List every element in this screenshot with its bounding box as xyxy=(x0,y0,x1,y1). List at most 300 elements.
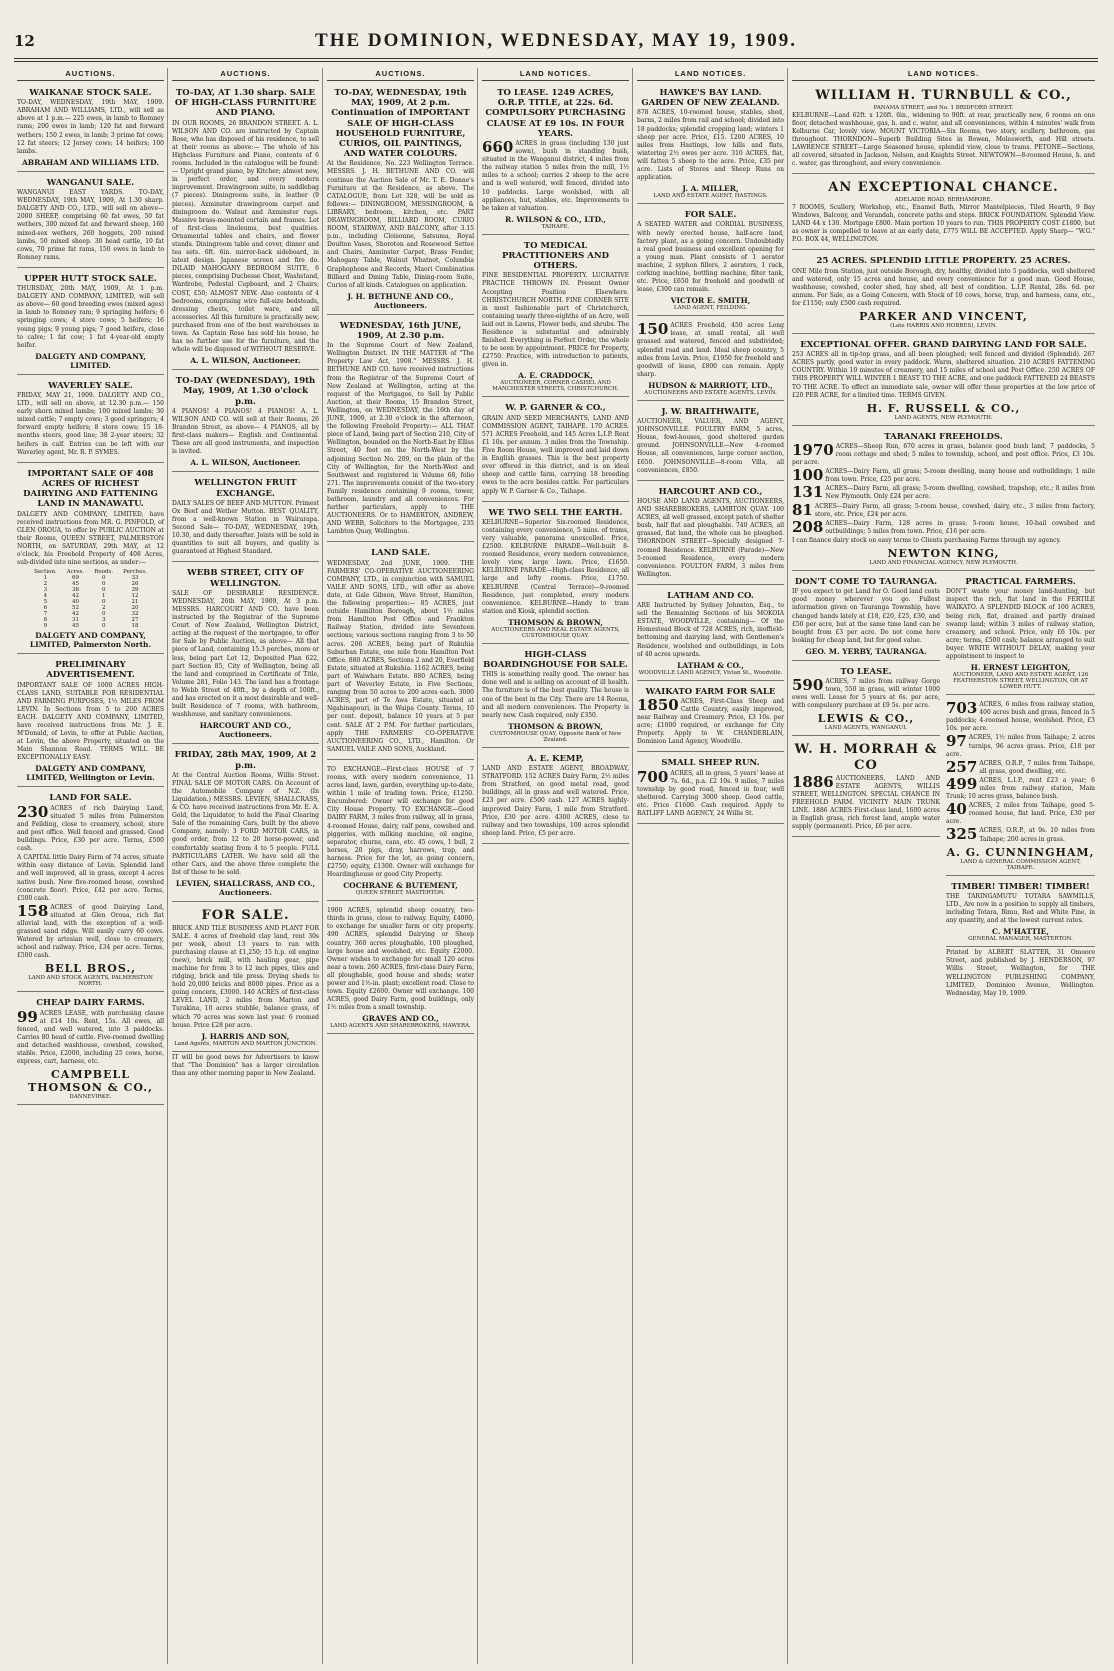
column-heading: AUCTIONS. xyxy=(17,68,164,81)
ad-heading: TO-DAY, WEDNESDAY, 19th MAY, 1909, At 2 p.m. Continuation of IMPORTANT SALE OF HIGH-CLASS HOUSEHOLD FURNITURE, CURIOS, OIL PAINTINGS, AND WATER COLOURS. xyxy=(331,88,470,160)
table-cell: 9 xyxy=(43,623,48,630)
table-cell: 2 xyxy=(43,581,48,588)
ad-body xyxy=(637,695,784,747)
ad-heading: WE TWO SELL THE EARTH. xyxy=(488,507,623,518)
ad-heading: WEBB STREET, CITY OF WELLINGTON. xyxy=(187,568,304,589)
ad-text: DAILY SALES OF BEEF AND MUTTON. Primest Ox Beef and Wether Mutton. BEST QUALITY, from a well-known Station in Wairarapa. Second Sale— TO-DAY, WEDNESDAY, 19th, 10.30, and daily thereafter. Joints will be sold in quantities to suit all buyers, and quality is guaranteed at Highest Standard. xyxy=(172,499,319,556)
table-cell: 18 xyxy=(131,623,139,630)
ad-heading: LAND FOR SALE. xyxy=(49,793,132,804)
masthead-rule xyxy=(14,58,1098,59)
listing-text: ACRES of rich Dairying Land, situated 5 miles from Palmerston and Feilding, close to creamery, school, store and post office. Well fenced and grassed. Good buildings. Price, £30 per acre. Terms, £500 cash. xyxy=(17,804,164,853)
listing-text: ACRES—Dairy Farm, all grass; 5-room dwelling, many house and outbuildings; 1 mile from town. Price, £25 per acre. xyxy=(825,468,1095,484)
ad-heading: TIMBER! TIMBER! TIMBER! xyxy=(951,881,1090,892)
ad-text: ACRES Freehold, 450 acres Long lease, at small rental, all well grassed and watered, fenced and subdivided; splendid road and land. Ideal sheep country, 5 miles from Levin. Price, £1950 for freehold and goodwill of lease, £800 can remain. Apply sharp. xyxy=(637,322,784,378)
ad-signature: COCHRANE & BUTEMENT, xyxy=(343,881,458,891)
ad-body xyxy=(637,767,784,819)
auction-ad xyxy=(327,544,474,759)
auction-ad xyxy=(172,746,319,902)
col6-left xyxy=(792,573,940,999)
ad-signature: PARKER AND VINCENT, xyxy=(859,309,1028,323)
ad-heading: W. H. MORRAH & CO xyxy=(794,742,938,774)
ad-heading: WEDNESDAY, 16th JUNE, 1909, At 2.30 p.m. xyxy=(339,320,462,341)
table-cell: 1 xyxy=(101,593,106,600)
ad-text: FRIDAY, MAY 21, 1909. DALGETY AND CO., LTD., will sell on above, at 12.30 p.m.— 150 early shorn mixed lambs; 100 mixed lambs; 30 mixed cattle; 7 empty cows; 3 good springers; 4 forward empty heifers; 8 store cows; 15 18-months steers, good line; 38 2-year steers; 32 heifers in calf. Entries can be left with our Waverley agent, Mr. R. P. SYMES. xyxy=(17,392,164,456)
table-cell: 8 xyxy=(43,617,48,624)
ad-text: At the Central Auction Rooms, Willis Street. FINAL SALE OF MOTOR CARS. On Account of the Automobile Company of N.Z. (In Liquidation.) MESSRS. LEVIEN, SHALLCRASS, & CO. have received instructions from Mr. E. A. Gold, the Liquidator, to hold the Final Clearing Sale of the remaining Cars, built by the above Company, namely: 3 FORD MOTOR CARS, in good order, from 12 to 20 horse-power, and comfortably seating from 4 to 5 people. FULL PARTICULARS LATER. We have sold all the other Cars, and the above three complete the list of those to be sold. xyxy=(172,771,319,876)
listing-item xyxy=(946,734,1095,758)
ad-heading: WAIKANAE STOCK SALE. xyxy=(29,88,152,98)
auction-ad xyxy=(172,474,319,562)
col2-ads xyxy=(172,84,319,902)
ad-text: LAND AND ESTATE AGENT, BROADWAY, STRATFORD. 152 ACRES Dairy Farm, 2½ miles from Stratford, on good metal road, good buildings, all in grass and well watered. Price, £23 per acre. £500 cash. 127 ACRES highly-improved Dairy Farm, 1 mile from Stratford. Price, £30 per acre. 4300 ACRES, close to railway and two townships, 100 acres splendid sheep land. Price, £5 per acre. xyxy=(482,765,629,837)
auction-ad xyxy=(637,754,784,824)
acreage-lead: 208 xyxy=(792,517,824,536)
tauranga-ad xyxy=(792,573,940,661)
auction-ad xyxy=(172,564,319,744)
ad-text: DON'T waste your money land-hunting, but inspect the rich, flat land in the FERTILE WAIKATO. A SPLENDID BLOCK of 100 ACRES, being rich, flat, drained and partly drained swamp land; within 3 miles of railway station, creamery, and school. Price, only £6 10s. per acre; terms, £500 cash; balance arranged to suit buyer. WRITE WITHOUT DELAY, making your appointment to inspect to xyxy=(946,588,1095,660)
ad-signature: A. L. WILSON, Auctioneer. xyxy=(190,458,301,468)
ad-text: THE TARINGAMUTU TOTARA SAWMILLS, LTD., Are now in a position to supply all timbers, including Totara, Rimu, Red and White Pine, in any quantity, and at the lowest current rates. xyxy=(946,892,1095,925)
ad-heading: CHEAP DAIRY FARMS. xyxy=(36,998,145,1009)
auction-ad xyxy=(637,318,784,401)
cheap-dairy-ad xyxy=(17,994,164,1105)
lease-ad xyxy=(792,663,940,737)
ad-heading: PRACTICAL FARMERS. xyxy=(965,577,1076,588)
ad-heading: UPPER HUTT STOCK SALE. xyxy=(24,273,157,284)
acreage-lead: 700 xyxy=(637,767,669,786)
acreage-lead: 1970 xyxy=(792,440,834,459)
table-cell: 5 xyxy=(43,599,48,606)
table-cell: 3 xyxy=(43,587,48,594)
auction-ad xyxy=(637,683,784,753)
ad-signature: R. WILSON & CO., LTD., xyxy=(504,214,607,224)
listing-item xyxy=(17,901,164,961)
column-3 xyxy=(324,68,478,1664)
listing-item xyxy=(792,500,1095,519)
ad-signature: H. F. RUSSELL & CO., xyxy=(866,401,1021,415)
auction-ad xyxy=(482,399,629,501)
morrah-ad xyxy=(792,738,940,837)
ad-signature: DALGETY AND COMPANY, LIMITED. xyxy=(35,351,146,370)
table-cell: Perches. xyxy=(123,569,147,576)
ad-signature: A. L. WILSON, Auctioneer. xyxy=(190,356,301,366)
ad-heading: TO-DAY (WEDNESDAY), 19th May, 1909, At 1.30 o'clock p.m. xyxy=(175,376,316,407)
split-columns xyxy=(792,573,1095,999)
acreage-lead: 97 xyxy=(946,732,967,751)
ad-signature: CAMPBELL THOMSON & CO., xyxy=(28,1068,153,1095)
russell-ad xyxy=(792,336,1095,426)
section-table xyxy=(29,569,152,629)
ad-signature: LEWIS & CO., xyxy=(817,712,915,726)
ad-subline: AUCTIONEERS AND ESTATE AGENTS, LEVIN. xyxy=(644,389,777,396)
ad-heading: EXCEPTIONAL OFFER. GRAND DAIRYING LAND FOR SALE. xyxy=(800,339,1087,350)
ad-subline: LAND AND ESTATE AGENT, HASTINGS. xyxy=(653,193,768,200)
ad-subline: LAND AGENTS, WANGANUI. xyxy=(824,725,908,732)
ad-heading: 25 ACRES. SPLENDID LITTLE PROPERTY. 25 ACRES. xyxy=(816,256,1071,267)
ad-text: 253 ACRES all in tip-top grass, and all been ploughed; well fenced and divided (Splendid). 267 ACRES partly, good water in every paddock. Warm, sheltered situation. 210 ACRES FATTENING COUNTRY. Within 10 minutes of creamery, and 15 miles of school and Post Office. 250 ACRES OF THIS PROPERTY WILL WINTER 1 BEAST TO THE ACRE, and one paddock FATTENED 24 BEASTS TO THE ACRE. To effect an immediate sale, owner will offer these properties at the low price of £20 PER ACRE, for a limited time. TERMS GIVEN. xyxy=(792,351,1095,399)
listing-item xyxy=(946,774,1095,801)
auction-ad xyxy=(17,377,164,463)
table-cell: 40 xyxy=(72,599,79,606)
ad-text: ONE Mile from Station, just outside Borough, dry, healthy, divided into 5 paddocks, well sheltered and watered, only 15 acres and house, and every convenience for a good man. Good House, washhouse, cowshed, cooler shed, hay shed, all best of condition. L.I.P. Rental, 28s. 6d. per annum. For Sale, as a Going Concern, with Stock of 10 cows, horse, trap, and harness, cans, etc., for £1150; only £500 cash required. xyxy=(792,267,1095,307)
acreage-lead: 1850 xyxy=(637,695,679,714)
page-number: 12 xyxy=(14,32,35,50)
acreage-lead: 1886 xyxy=(792,772,834,791)
ad-signature: LEVIEN, SHALLCRASS, AND CO., Auctioneers. xyxy=(175,878,316,897)
ad-text: TO EXCHANGE—First-class HOUSE of 7 rooms, with every modern convenience, 11 acres land, lawn, garden, everything up-to-date, within 1 mile of trading town. Price, £1250. Encumbered: Owner will exchange for good City House Property. TO EXCHANGE—Good DAIRY FARM, 3 miles from railway, all in grass, 4-roomed House, dairy, calf pens, cowshed and piggeries, with milking machine, oil engine, separator, churns, cans, etc. 45 cows, 1 bull, 2 horses, 20 pigs, dray, harrows, trap, and harness. Price for the lot, as going concern, £2750; equity, £1300. Owner will exchange for Hoardinghouse or good City Property. xyxy=(327,765,474,879)
ad-subline: LAND AGENTS AND SHAREBROKERS, HAWERA. xyxy=(330,1023,471,1030)
ad-heading: HARCOURT AND CO., xyxy=(658,486,763,497)
ad-subline: DANNEVIRKE. xyxy=(69,1094,112,1101)
listing-text: A CAPITAL little Dairy Farm of 74 acres, situate within easy distance of Levin. Splendid land and well improved, all in grass, except 4 acres native bush. New five-roomed house, cowshed (concrete floor). Price, £42 per acre. Terms, £500 cash. xyxy=(17,854,164,902)
listing-item xyxy=(17,854,164,903)
table-cell: 0 xyxy=(101,587,106,594)
ad-text: AUCTIONEER, VALUER, AND AGENT, JOHNSONVILLE. POULTRY FARM, 5 acres, House, fowl-houses, good sheltered garden ground. JOHNSONVILLE—New 4-roomed House, all conveniences, large corner section, £650. JOHNSONVILLE—8-room Villa, all conveniences, £850. xyxy=(637,418,784,474)
ad-heading: AN EXCEPTIONAL CHANCE. xyxy=(828,180,1059,196)
ad-text: IF you expect to get Land for O. Good land costs good money wherever you go. Fullest information given on Tauranga Township, have changed hands lately at £18, £20, £25, £30, and £50 per acre, but at the same time land can be bought from £3 per acre. Do not come here looking for cheap land, but for good value. xyxy=(792,588,940,644)
listing-item xyxy=(792,468,1095,484)
ad-subline: TAIHAPE. xyxy=(541,223,570,230)
auction-ad xyxy=(637,587,784,681)
listing-item xyxy=(946,701,1095,733)
ad-text: ACRES in grass (including 130 just sown), bush in standing bush, situated in the Wanganui district, 4 miles from the railway station 5 miles from the mill, 1½ miles to a school; carries 2 sheep to the acre and is well watered, well fenced, divided into 10 paddocks. Large woolshed, with all appliances, hut, stables, etc. Improvements to be taken at valuation. xyxy=(482,139,629,212)
ad-subline: QUEEN STREET, MASTERTON. xyxy=(355,890,446,897)
auction-ad xyxy=(17,270,164,375)
timber-ad xyxy=(946,878,1095,948)
column-heading: AUCTIONS. xyxy=(172,68,319,81)
ad-signature: H. ERNEST LEIGHTON, xyxy=(970,663,1071,673)
ad-text: AUCTIONEERS, LAND AND ESTATE AGENTS, WILLIS STREET, WELLINGTON. SPECIAL CHANCE IN FREEHOLD FARM. VICINITY MAIN TRUNK LINE. 1886 ACRES First-class land, 1600 acres in English grass, rich forest land, ample water supply (permanent). Price, £6 per acre. xyxy=(792,774,940,831)
ad-heading: HAWKE'S BAY LAND. GARDEN OF NEW ZEALAND. xyxy=(641,88,780,109)
ad-text: HOUSE AND LAND AGENTS, AUCTIONEERS, AND SHAREBROKERS, LAMBTON QUAY. 100 ACRES, all well grassed, except patch of shelter bush, half flat and ploughable. 740 ACRES, all grassed, flat land, the whole can be ploughed. THORNDON STREET—Specially designed 7-roomed Residence. KELBURNE (Parade)—New 5-roomed Residence, every modern convenience. FOULTON FARM, 3 miles from Wellington. xyxy=(637,497,784,578)
acreage-lead: 230 xyxy=(17,802,49,821)
ad-heading: LATHAM AND CO. xyxy=(667,590,754,601)
auction-ad xyxy=(327,903,474,1034)
listing-text: ACRES—Dairy Farm, all grass; 5-room house, cowshed, dairy, etc., 3 miles from factory, store, etc. Price, £24 per acre. xyxy=(814,502,1095,518)
parker-vincent-ad xyxy=(792,252,1095,334)
ad-text: ACRES, First-Class Sheep and Cattle Country, easily improved, near Railway and Creamery. Price, £3 10s. per acre; £1000 required, or exchange for City Property. Apply to W. CHANDERLAIN, Dominion Land Agency, Woodville. xyxy=(637,697,784,746)
ad-signature: BELL BROS., xyxy=(44,962,137,976)
auction-ad xyxy=(482,237,629,398)
ad-heading: TO MEDICAL PRACTITIONERS AND OTHERS. xyxy=(502,240,609,272)
ad-text: TO-DAY, WEDNESDAY, 19th MAY, 1909. ABRAHAM AND WILLIAMS, LTD., will sell as above at 1 p.m.— 225 ewes, in lamb to Romney rams; 200 ewes in lamb; 120 fat and forward wethers; 150 2 ewes, in lamb; 3 prime fat cows; 12 fat steers; 12 Jersey cows; 14 heifers; 100 lambs. xyxy=(17,99,164,155)
ad-heading: W. P. GARNER & CO., xyxy=(505,403,606,414)
land-listings xyxy=(17,802,164,961)
auction-ad xyxy=(482,504,629,644)
ad-signature: LATHAM & CO., xyxy=(677,660,744,670)
ad-text: WEDNESDAY, 2nd JUNE, 1909. THE FARMERS' CO-OPERATIVE AUCTIONEERING COMPANY, LTD., in conjunction with SAMUEL VAILE AND SONS, LTD., will offer as above date, at Gale Gibson, Wave Street, Hamilton, the following properties:— 85 ACRES, just outside Hamilton Borough, about 1½ miles from Hamilton Post Office and Frankton Railway Station, divided into Seventeen sections; various sections ranging from 3 to 50 acres. 206 ACRES, being part of Rukuhia Suburban Estate, one mile from Hamilton Post Office. 880 ACRES, Sections 2 and 20, Everfield Estate, situated at Rukuhia. 1162 ACRES, being part of Waiwhare Estate. 880 ACRES, being part of Waverley Estate, in Five Sections, ranging from 50 acres to 200 acres each. 3000 ACRES, part of Te Awa Estate, situated at Ngahinapouri, in the Waipa County. Terms, 10 per cent. deposit, balance 10 years at 5 per cent. SALE AT 2 P.M. For further particulars, apply THE FARMERS' CO-OPERATIVE AUCTIONEERING CO., LTD., Hamilton. Or SAMUEL VAILE AND SONS, Auckland. xyxy=(327,559,474,753)
table-cell: 0 xyxy=(101,599,106,606)
auction-ad xyxy=(637,84,784,204)
circulation-notice: IT will be good news for Advertisers to know that "The Dominion" has a larger circulation than any other morning paper in New Zealand. xyxy=(172,1053,319,1077)
ad-signature: HARCOURT AND CO., Auctioneers. xyxy=(199,721,292,740)
ad-subline: CUSTOMHOUSE QUAY, Opposite Bank of New Zealand. xyxy=(489,730,622,743)
ad-subline: LAND AGENTS, NEW PLYMOUTH. xyxy=(894,414,993,421)
ad-subline: Land Agents, MARTON AND MARTON JUNCTION. xyxy=(174,1040,317,1047)
listing-text: ACRES, O.R.P., at 9s. 10 miles from Taihape; 200 acres in grass. xyxy=(979,827,1095,843)
acreage-lead: 81 xyxy=(792,500,813,519)
ad-body xyxy=(637,322,784,379)
table-cell: 42 xyxy=(72,593,79,600)
ad-text: 7 ROOMS, Scullery, Workshop, etc., Enamel Bath, Mirror Mantelpieces, Tiled Hearth, 9 Bay Windows, Balcony, and Verandah, concrete paths and steps. BRICK FOUNDATION. Splendid View. LAND 44 x 130. Mortgage £800. Main portion 10 years to run. THIS PROPERTY COST £1800, but as owner is compelled to leave at an early date, £775 WILL BE ACCEPTED. Apply Sharp— "W.G." P.O. BOX 44, WELLINGTON. xyxy=(792,203,1095,244)
listing-text: ACRES, O.R.P., 7 miles from Taihape, all grass, good dwelling, etc. xyxy=(979,759,1095,775)
listing-text: ACRES—Dairy Farm, all grass; 5-room dwelling, cowshed, trapshop, etc.; 8 miles from New Plymouth. Only £24 per acre. xyxy=(825,485,1095,501)
cunningham-ad xyxy=(946,697,1095,876)
ad-subline: WOODVILLE LAND AGENCY, Vivian St., Woodville. xyxy=(638,669,783,676)
column-heading: AUCTIONS. xyxy=(327,68,474,81)
table-cell: 21 xyxy=(131,599,139,606)
ad-signature: THOMSON & BROWN, xyxy=(508,617,603,627)
auction-ad xyxy=(637,206,784,316)
acreage-lead: 660 xyxy=(482,137,514,156)
ad-text: In the Supreme Court of New Zealand, Wellington District. IN THE MATTER of "The Property Law Act, 1908." MESSRS. J. H. BETHUNE AND CO. have received instructions from the Registrar of the Supreme Court of New Zealand at Wellington, acting at the request of the Mortgagee, to Sell by Public Auction, at their Rooms, 15 Brandon Street, Wellington, on WEDNESDAY, the 16th day of JUNE, 1909, at 2.30 o'clock in the afternoon, the following Freehold Property:— ALL THAT piece of Land, being part of Section 210, City of Wellington, bounded on the North-East by Elliss Street, 40 feet on the North-West by the adjoining Section No. 209, on the plain of the City of Wellington, for the North-West and Southwest and registered in Volume 68, folio 271. The improvements consist of the two-story Family residence containing 9 rooms, tower, bathroom, laundry and all conveniences. For further particulars, apply to THE AUCTIONEERS. Or to HAMERTON, ANDREW, AND WEBB, Solicitors to the Mortgagee, 235 Lambton Quay, Wellington. xyxy=(327,342,474,536)
listing-item xyxy=(792,440,1095,467)
printer-imprint: Printed by ALBERT SLATTER, 31 Omoore Street, and published by J. HENDERSON, 97 Willis Street, Wellington, for THE WELLINGTON PUBLISHING COMPANY, LIMITED, Dominion Avenue, Wellington. Wednesday, May 19, 1909. xyxy=(946,949,1095,997)
ad-heading: PRELIMINARY ADVERTISEMENT. xyxy=(46,660,135,681)
listing-text: ACRES, L.I.P., rent £23 a year; 6 miles from railway station, Main Trunk; 10 acres grass, balance bush. xyxy=(946,776,1095,801)
acreage-lead: 100 xyxy=(792,466,824,485)
ad-signature: C. M'HATTIE, xyxy=(992,927,1049,937)
auction-ad xyxy=(327,84,474,315)
column-heading: LAND NOTICES. xyxy=(792,68,1095,81)
taranaki-ad xyxy=(792,428,1095,571)
ad-text: ARE Instructed by Sydney Johnston, Esq., to sell the Remaining Sections of his MOKOIA ESTATE, WOODVILLE, containing— Of the Homestead Block of 728 ACRES, rich, inoffield-bottoming and dairying land, with Gentlemen's Residence, woolshed and outbuildings, in Lots of 40 acres upwards. xyxy=(637,602,784,658)
table-cell: 6 xyxy=(43,605,48,612)
turnbull-ad xyxy=(792,84,1095,174)
ad-text: GRAIN AND SEED MERCHANTS, LAND AND COMMISSION AGENT, TAIHAPE. 170 ACRES. 571 ACRES Freehold, and 145 Acres L.I.P. Rent £1 10s. per annum. 3 miles from the Township. Five Room House, well improved and laid down in English grasses. This is the best property ever offered in this district, and is an ideal sheep and cattle farm, carrying 18 breeding ewes to the acre besides cattle. For particulars apply W. P. Garner & Co., Taihape. xyxy=(482,414,629,495)
col5-ads xyxy=(637,84,784,824)
table-cell: 31 xyxy=(72,617,79,624)
acreage-lead: 590 xyxy=(792,676,824,695)
acreage-lead: 99 xyxy=(17,1007,38,1026)
ad-subline: LAND & GENERAL COMMISSION AGENT, TAIHAPE. xyxy=(960,858,1081,871)
ad-text: IN OUR ROOMS, 26 BRANDON STREET. A. L. WILSON AND CO. are instructed by Captain Rose, who has disposed of his residence, to sell at their rooms as above:— The whole of his Highclass Furniture and Piano, contents of 6 rooms. Included in the catalogue will be found:— Upright grand piano, by Kitcher; almost new, in perfect order, and every modern improvement. Drawingroom suite, in saddlebag (7 pieces). Diningroom suite, in leather (9 pieces). Axminster drawingroom carpet and diningroom do. Walnut and Axminster rugs. Massive brass-mounted curtain and frames. Lot of first-class linoleums, best qualities. Ornamental tables and chairs, and flower stands. Diningroom table and cover, dinner and tea sets. 6ft. 6in. mirror-back sideboard, in latest design. Japanese screen and fire do. INLAID MAHOGANY BEDROOM SUITE, 6 pieces, comprising Duchesse Chest, Washstand, Wardrobe, Pedestal Cupboard, and 2 Chairs; COST, £50; ALMOST NEW. Also contents of 4 bedrooms, comprising wire full-size bedsteads, dressing chests, toilet ware, and all accessories. All this furniture is practically new, purchased from one of the best warehouses in town. As Captain Rose has sold his house, he has no further use for the furniture, and the whole will be disposed of WITHOUT RESERVE. xyxy=(172,119,319,354)
table-cell: 12 xyxy=(131,593,139,600)
col6-right xyxy=(946,573,1095,999)
table-cell: 42 xyxy=(72,611,79,618)
ad-heading: IMPORTANT SALE OF 408 ACRES OF RICHEST DAIRYING AND FATTENING LAND IN MANAWATU. xyxy=(23,468,158,510)
practical-farmers-ad xyxy=(946,573,1095,695)
ad-text: DALGETY AND COMPANY, LIMITED, have received instructions from MR. G. PINFOLD, of GLEN OROUA, to offer by PUBLIC AUCTION at their Rooms, QUEEN STREET, PALMERSTON NORTH, on SATURDAY, 29th MAY, at 12 o'clock, his Freehold Property of 408 Acres, sub-divided into nine sections, as under:— xyxy=(17,510,164,567)
table-cell: 20 xyxy=(131,605,139,612)
listing-item xyxy=(17,802,164,854)
ad-signature: J. A. MILLER, xyxy=(682,184,739,194)
listing-text: ACRES, 6 miles from railway station, 400 acres bush and grass, fenced in 5 paddocks; 4-roomed house, woolshed. Price, £3 10s. per acre. xyxy=(946,701,1095,733)
cunningham-listings xyxy=(946,701,1095,844)
ad-signature: ABRAHAM AND WILLIAMS LTD. xyxy=(21,157,160,167)
table-cell: 3 xyxy=(101,617,106,624)
ad-text: ACRES, 7 miles from railway Gorge town, 550 in grass, will winter 1000 ewes well. Lease for 5 years at 6s. per acre, with compulsory purchase at £9 5s. per acre. xyxy=(792,678,940,710)
taranaki-listings xyxy=(792,440,1095,536)
masthead-rule-2 xyxy=(14,61,1098,62)
auction-ad xyxy=(172,372,319,472)
ad-subline: PANAMA STREET, and No. 1 BRIDFORD STREET. xyxy=(873,104,1014,111)
column-1 xyxy=(14,68,168,1664)
ad-heading: WILLIAM H. TURNBULL & CO., xyxy=(815,88,1072,103)
ad-text: 878 ACRES, 10-roomed house, stables, shed, barns, 2 miles from rail and school; divided into 18 paddocks; splendid cropping land; winters 1 sheep per acre. Price, £15. 1200 ACRES, 10 miles from Hastings, low hills and flats, wintering 2½ ewes per acre. 310 ACRES, flat, will fatten 5 sheep to the acre. Price, £35 per acre. Lists of Stores and Sheep Runs on application. xyxy=(637,109,784,182)
ad-text: FINE RESIDENTIAL PROPERTY. LUCRATIVE PRACTICE THROWN IN. Present Owner Accepting Position Elsewhere. CHRISTCHURCH NORTH. FINE CORNER SITE in most fashionable part of Christchurch, containing nearly three-eighths of an Acre, well laid out in Lawns, Flower beds, and shrubs. The Residence is substantial and admirably finished. Everything in Perfect Order, the whole to be seen by appointment. PRICE for Property, £2750. Practice, with introduction to patients, given in. xyxy=(482,272,629,369)
listing-text: ACRES of good Dairying Land, situated at Glen Oroua, rich flat alluvial land, with the exception of a well-grassed sand ridge. Will easily carry 60 cows. Watered by artesian well, close to creamery, school and railway. Price, £34 per acre. Terms, £500 cash. xyxy=(17,903,164,960)
listing-text: ACRES—Dairy Farm, 128 acres in grass; 5-room house, 10-bail cowshed and outbuildings; 5 miles from town. Price, £16 per acre. xyxy=(825,519,1095,535)
ad-signature: J. H. BETHUNE AND CO., Auctioneers. xyxy=(347,291,454,310)
listing-text: ACRES—Sheep Run, 670 acres in grass, balance good bush land, 7 paddocks, 5 room cottage and shed; 5 miles to township, school, and post office. Price, £3 10s. per acre. xyxy=(792,442,1095,467)
table-cell: 1 xyxy=(43,575,48,582)
table-row xyxy=(29,623,152,629)
auction-ad xyxy=(482,750,629,844)
table-cell: 0 xyxy=(101,623,106,630)
col4-ads xyxy=(482,84,629,844)
ad-heading: WAIKATO FARM FOR SALE xyxy=(645,686,776,697)
column-heading: LAND NOTICES. xyxy=(637,68,784,81)
column-5 xyxy=(634,68,788,1664)
for-sale-ad xyxy=(172,904,319,1052)
table-cell: 2 xyxy=(101,605,106,612)
table-cell: 0 xyxy=(101,611,106,618)
table-cell: 32 xyxy=(131,611,139,618)
ad-signature: GRAVES AND CO., xyxy=(362,1014,439,1024)
auction-ad xyxy=(17,174,164,268)
ad-text: I can finance dairy stock on easy terms to Clients purchasing Farms through my agency. xyxy=(792,536,1061,544)
auction-ad xyxy=(482,646,629,748)
acreage-lead: 131 xyxy=(792,483,824,502)
table-cell: Roods. xyxy=(94,569,114,576)
col3-ads xyxy=(327,84,474,1034)
ad-subline: AUCTIONEER, CORNER CASHEL AND MANCHESTER STREETS, CHRISTCHURCH. xyxy=(492,380,619,393)
auction-ad xyxy=(327,762,474,901)
ad-subline: LAND AND FINANCIAL AGENCY, NEW PLYMOUTH. xyxy=(869,560,1018,567)
listing-item xyxy=(946,827,1095,843)
auction-ad xyxy=(482,84,629,235)
ad-signature: GEO. M. YERBY, TAURANGA. xyxy=(805,646,927,656)
ad-subline: LAND AGENT, FEILDING. xyxy=(673,305,748,312)
acreage-lead: 703 xyxy=(946,699,978,718)
table-cell: 7 xyxy=(43,611,48,618)
listing-item xyxy=(946,757,1095,776)
ad-heading: FRIDAY, 28th MAY, 1909, At 2 p.m. xyxy=(174,750,317,771)
ad-subline: GENERAL MANAGER, MASTERTON. xyxy=(968,936,1073,943)
ad-heading: WANGANUI SALE. xyxy=(46,177,135,188)
auction-ad xyxy=(17,465,164,654)
column-6 xyxy=(789,68,1098,1664)
ad-heading: A. E. KEMP, xyxy=(527,753,584,764)
ad-text: KELBURNE—Superior Six-roomed Residence, containing every convenience, 5 mins. of trams, very valuable, panorama unexcelled. Price, £2500. KELBURNE PARADE—Well-built 8-roomed Residence, every modern convenience, lovely view, large lawn. Price, £1650. KELBURNE PARADE—High-class Residence, all large and lofty rooms. Price, £1750. KELBURNE (Central Terrace)—9-roomed Residence, just completed, every modern convenience. KELBURNE—Handy to tram station and Kiosk, splendid section. xyxy=(482,518,629,615)
ad-subline: LAND AND STOCK AGENTS, PALMERSTON NORTH. xyxy=(28,975,153,988)
ad-text: A SEATED WATER and CORDIAL BUSINESS, with newly erected house, half-acre land, factory plant, as a going concern. Undoubtedly a real good business and excellent opening for a young man. Plant consists of 1 aerator machine, 2 syphon fillers, 2 aerators, 1 rack, corking machine, bottling machine, filter tank, etc. Price, £650 for freehold and goodwill of lease, £300 can remain. xyxy=(637,221,784,294)
ad-text: IMPORTANT SALE OF 1000 ACRES HIGH-CLASS LAND, SUITABLE FOR RESIDENTIAL AND FARMING PURPOSES, 1½ MILES FROM LEVIN. In Sections from 5 to 200 ACRES EACH. DALGETY AND COMPANY, LIMITED, have received instructions from Mr. J. E. M'Donald, of Levin, to offer at Public Auction, at Levin, the above Property, situated on the Main Shannon Road. TERMS WILL BE EXCEPTIONALLY EASY. xyxy=(17,681,164,762)
table-cell: Section. xyxy=(34,569,57,576)
table-cell: 27 xyxy=(131,617,139,624)
acreage-lead: 158 xyxy=(17,901,49,920)
ad-heading: HIGH-CLASS BOARDINGHOUSE FOR SALE. xyxy=(483,649,628,671)
ad-heading: TO LEASE. xyxy=(840,666,892,677)
auction-ad xyxy=(17,656,164,787)
ad-signature: DALGETY AND COMPANY, LIMITED, Palmerston North. xyxy=(29,631,152,650)
ad-text: ACRES, all in grass, 5 years' lease at 7s. 6d., p.a. £2 10s. 9 miles, 7 miles township by good road, fenced in four, well sheltered. Carrying 3000 sheep. Good cattle, etc. Price £1600. Cash required. Apply to RATLIFF LAND AGENCY, 24 Willis St. xyxy=(637,769,784,818)
ad-heading: WAVERLEY SALE. xyxy=(48,380,133,391)
ad-heading: TO-DAY, AT 1.30 sharp. SALE OF HIGH-CLASS FURNITURE AND PIANO. xyxy=(174,88,317,119)
table-cell: 38 xyxy=(72,587,79,594)
table-cell: 0 xyxy=(101,575,106,582)
auction-ad xyxy=(327,317,474,543)
ad-subline: (Late HARRIS AND HOBBES), LEVIN. xyxy=(890,322,997,329)
ad-subline: ADELAIDE ROAD, BERHAMPORE. xyxy=(894,196,993,203)
table-cell: 39 xyxy=(131,587,139,594)
ad-text: BRICK AND TILE BUSINESS AND PLANT FOR SALE. 4 acres of freehold clay land, rent 30s per week, about 13 years to run with purchasing clause at £1,250; 15 h.p. oil engine (new), brick mill, with hauling gear, pipe machine for from 3 to 12 inch pipes, tiles and ridging, brick and tile press. Drying sheds to hold 20,000 bricks and 8000 pipes. Price as a going concern, £3000. 140 ACRES of first-class LEVEL LAND, 2 miles from Marton and Turakina, 10 acres stubble, balance grass, of which 70 acres was sown last year. 6 roomed house. Price £28 per acre. xyxy=(172,924,319,1029)
auction-ad xyxy=(637,483,784,585)
listing-text: ACRES, 2 miles from Taihape, good 5-roomed house, flat land. Price, £30 per acre. xyxy=(946,802,1095,826)
columns xyxy=(14,68,1098,1664)
table-cell: 45 xyxy=(72,581,79,588)
column-heading: LAND NOTICES. xyxy=(482,68,629,81)
acreage-lead: 150 xyxy=(637,320,669,339)
ad-subline: AUCTIONEER, LAND AND ESTATE AGENT, 126 FEATHERSTON STREET, WELLINGTON, OR AT LOWER HUTT. xyxy=(952,672,1089,691)
ad-heading: TARANAKI FREEHOLDS. xyxy=(884,431,1003,442)
ad-text: 1900 ACRES, splendid sheep country, two-thirds in grass, close to railway. Equity, £4000, to exchange for smaller farm or city property. 490 ACRES, splendid Dairying or Sheep country, 360 acres ploughable, 100 ploughed, large house and woolshed, etc. Equity £2000. Owner wishes to exchange for small 120 acres near a town. 260 ACRES, first-class Dairy Farm, all ploughable, good house and sheds; water power and 1½-in. plant; excellent road. Close to town. Equity £2600. Owner will exchange. 100 ACRES, good Dairy Farm, good buildings, only 1½ miles from a small township. xyxy=(327,907,474,1012)
auction-ad xyxy=(17,84,164,172)
ad-heading: FOR SALE. xyxy=(201,907,290,923)
listing-item xyxy=(792,517,1095,536)
table-cell: Acres. xyxy=(66,569,85,576)
col1-ads xyxy=(17,84,164,787)
ad-text: WANGANUI EAST YARDS. TO-DAY, WEDNESDAY, 19th MAY, 1909, At 1.30 sharp. DALGETY AND CO., LTD., will sell on above— 2000 SHEEP, comprising 60 fat ewes, 50 fat wethers, 300 mixed fat and forward sheep, 160 mixed-sex wethers, 260 hoggets, 200 mixed lambs, 50 mixed sheep. 30 head cattle, 10 fat cows, 70 prime fat rams, 150 ewes in lamb to Romney rams. xyxy=(17,189,164,261)
acreage-lead: 325 xyxy=(946,825,978,844)
table-cell: 33 xyxy=(131,575,139,582)
ad-heading: TO LEASE. 1249 ACRES, O.R.P. TITLE, at 22s. 6d. COMPULSORY PURCHASING CLAUSE AT £9 10s. IN FOUR YEARS. xyxy=(485,88,626,139)
table-cell: 4 xyxy=(43,593,48,600)
ad-signature: THOMSON & BROWN, xyxy=(508,721,603,731)
ad-heading: DON'T COME TO TAURANGA. xyxy=(794,577,938,588)
ad-heading: SMALL SHEEP RUN. xyxy=(661,758,760,769)
ad-signature: A. G. CUNNINGHAM, xyxy=(946,845,1095,859)
ad-text: SALE OF DESIRABLE RESIDENCE. WEDNESDAY, 26th MAY, 1909, At 3 p.m. MESSRS. HARCOURT AND CO. have been instructed by the Registrar of the Supreme Court of New Zealand, Wellington District, acting at the request of the mortgagee, to offer for Sale by Public Auction, as above— All that piece of Land, containing 15.3 perches, more or less, being part Lot 12, Deposited Plan 622, part Section 85, City of Wellington, being all the land and comprised in Certificate of Title, Volume 281, Folio 143. The land has a frontage to Webb Street of 40ft., by a depth of 100ft., and has erected on it a most desirable and well-built Residence of 7 rooms, with bathroom, washhouse, and sanitary conveniences. xyxy=(172,589,319,719)
acreage-lead: 257 xyxy=(946,757,978,776)
auction-ad xyxy=(637,403,784,481)
ad-text: KELBURNE—Land 62ft. x 126ft. 6in., widening to 90ft. at rear, practically new, 6 rooms on one floor, detached washhouse, gas, h. and c. water, and all conveniences, within 4 minutes' walk from Kelburne Car, lovely view. MOUNT VICTORIA—Six Rooms, two story, scullery, bathroom, gas throughout. THORNDON—Superb Building Sites in Bowen, Molesworth, and Hill streets. LAWRENCE STREET—Large Seasoned house, splendid view, close to trams. PETONE—Sections, all covered, situated in Jackson, Nelson, and Knights Street. NEWTOWN—8-roomed House, h. and c. water, gas throughout, and every convenience. xyxy=(792,111,1095,168)
listing-text: ACRES, 1½ miles from Taihape; 2 acres turnips, 96 acres grass. Price, £18 per acre. xyxy=(946,734,1095,758)
ad-heading: J. W. BRAITHWAITE, xyxy=(661,406,760,417)
ad-text: THURSDAY, 20th MAY, 1909, At 1 p.m. DALGETY AND COMPANY, LIMITED, will sell as above— 60 good breeding ewes (mixed ages) in lamb to Romney ram; 9 springing heifers; 6 springing cows; 4 store cows; 5 heifers; 16 young pigs; 9 young pigs; 7 good heifers, close to calve; 1 fat cow; 1 fat 4-year-old empty heifer. xyxy=(17,285,164,349)
exceptional-chance-ad xyxy=(792,176,1095,250)
ad-heading: WELLINGTON FRUIT EXCHANGE. xyxy=(194,478,297,499)
land-for-sale-ad xyxy=(17,789,164,992)
table-cell: 26 xyxy=(131,581,139,588)
ad-heading: LAND SALE. xyxy=(371,548,430,559)
ad-text: ACRES LEASE, with purchasing clause at £14 10s. Rent, 15s. All ewes, all fenced, and well watered, into 3 paddocks. Carries 80 head of cattle. Five-roomed dwelling and detached washhouse, cowshed, cowshed, stable. Price, £2000, including 25 cows, horse, express, cart, harness, etc. xyxy=(17,1009,164,1066)
table-cell: 52 xyxy=(72,605,79,612)
ad-signature: J. HARRIS AND SON, xyxy=(201,1031,290,1041)
listing-item xyxy=(946,802,1095,826)
masthead xyxy=(14,30,1098,56)
ad-text: THIS is something really good. The owner has done well and is selling on account of ill health. The furniture is of the best quality. The house is one of the best in the City. There are 14 Rooms, and all modern conveniences. The Property is nearly new. Cash required, only £350. xyxy=(482,671,629,719)
ad-signature: A. E. CRADDOCK, xyxy=(518,371,593,381)
table-cell: 0 xyxy=(101,581,106,588)
acreage-lead: 40 xyxy=(946,800,967,819)
ad-signature: VICTOR E. SMITH, xyxy=(670,296,751,306)
column-2 xyxy=(169,68,323,1664)
masthead-title: THE DOMINION, WEDNESDAY, MAY 19, 1909. xyxy=(315,30,797,51)
ad-text: 4 PIANOS! 4 PIANOS! 4 PIANOS! A. L. WILSON AND CO. will sell at their Rooms, 26 Brandon Street, as above— 4 PIANOS, all by first-class makers— English and Continental. These are all good instruments, and inspection is invited. xyxy=(172,407,319,456)
table-cell: 45 xyxy=(72,623,79,630)
ad-heading: FOR SALE. xyxy=(684,210,737,221)
listing-item xyxy=(792,485,1095,501)
ad-signature: HUDSON & MARRIOTT, LTD., xyxy=(648,380,773,390)
ad-signature: NEWTON KING, xyxy=(887,547,1000,561)
acreage-lead: 499 xyxy=(946,774,978,793)
table-cell: 69 xyxy=(72,575,79,582)
ad-subline: AUCTIONEERS AND REAL ESTATE AGENTS, CUSTOMHOUSE QUAY. xyxy=(491,626,620,639)
column-4 xyxy=(479,68,633,1664)
ad-text: At the Residence, No. 223 Wellington Terrace. MESSRS. J. H. BETHUNE AND CO. will continue the Auction Sale of Mr. T. E. Donne's Furniture at the Residence, as above. The CATALOGUE, from Lot 328, will be sold as follows:— DININGROOM, MESSINGROOM, & LIBRARY, bedroom, kitchen, etc. PART DRAWINGROOM, BILLIARD ROOM, CURIO ROOM, STAIRWAY, AND BALCONY, after 3.15 p.m., including Cloisonne, Satsuma, Royal Doulton Vases, Shoroton and Rosewood Settee and Chairs, Axminster Carpet, Brass Fender, Mahogany Table, Walnut Whatnot, Columbia Graphophone and Records, Maori Combination Billiard and Dining Table, Dining-room Suite, Curios of all kinds. Catalogues on application. xyxy=(327,160,474,289)
